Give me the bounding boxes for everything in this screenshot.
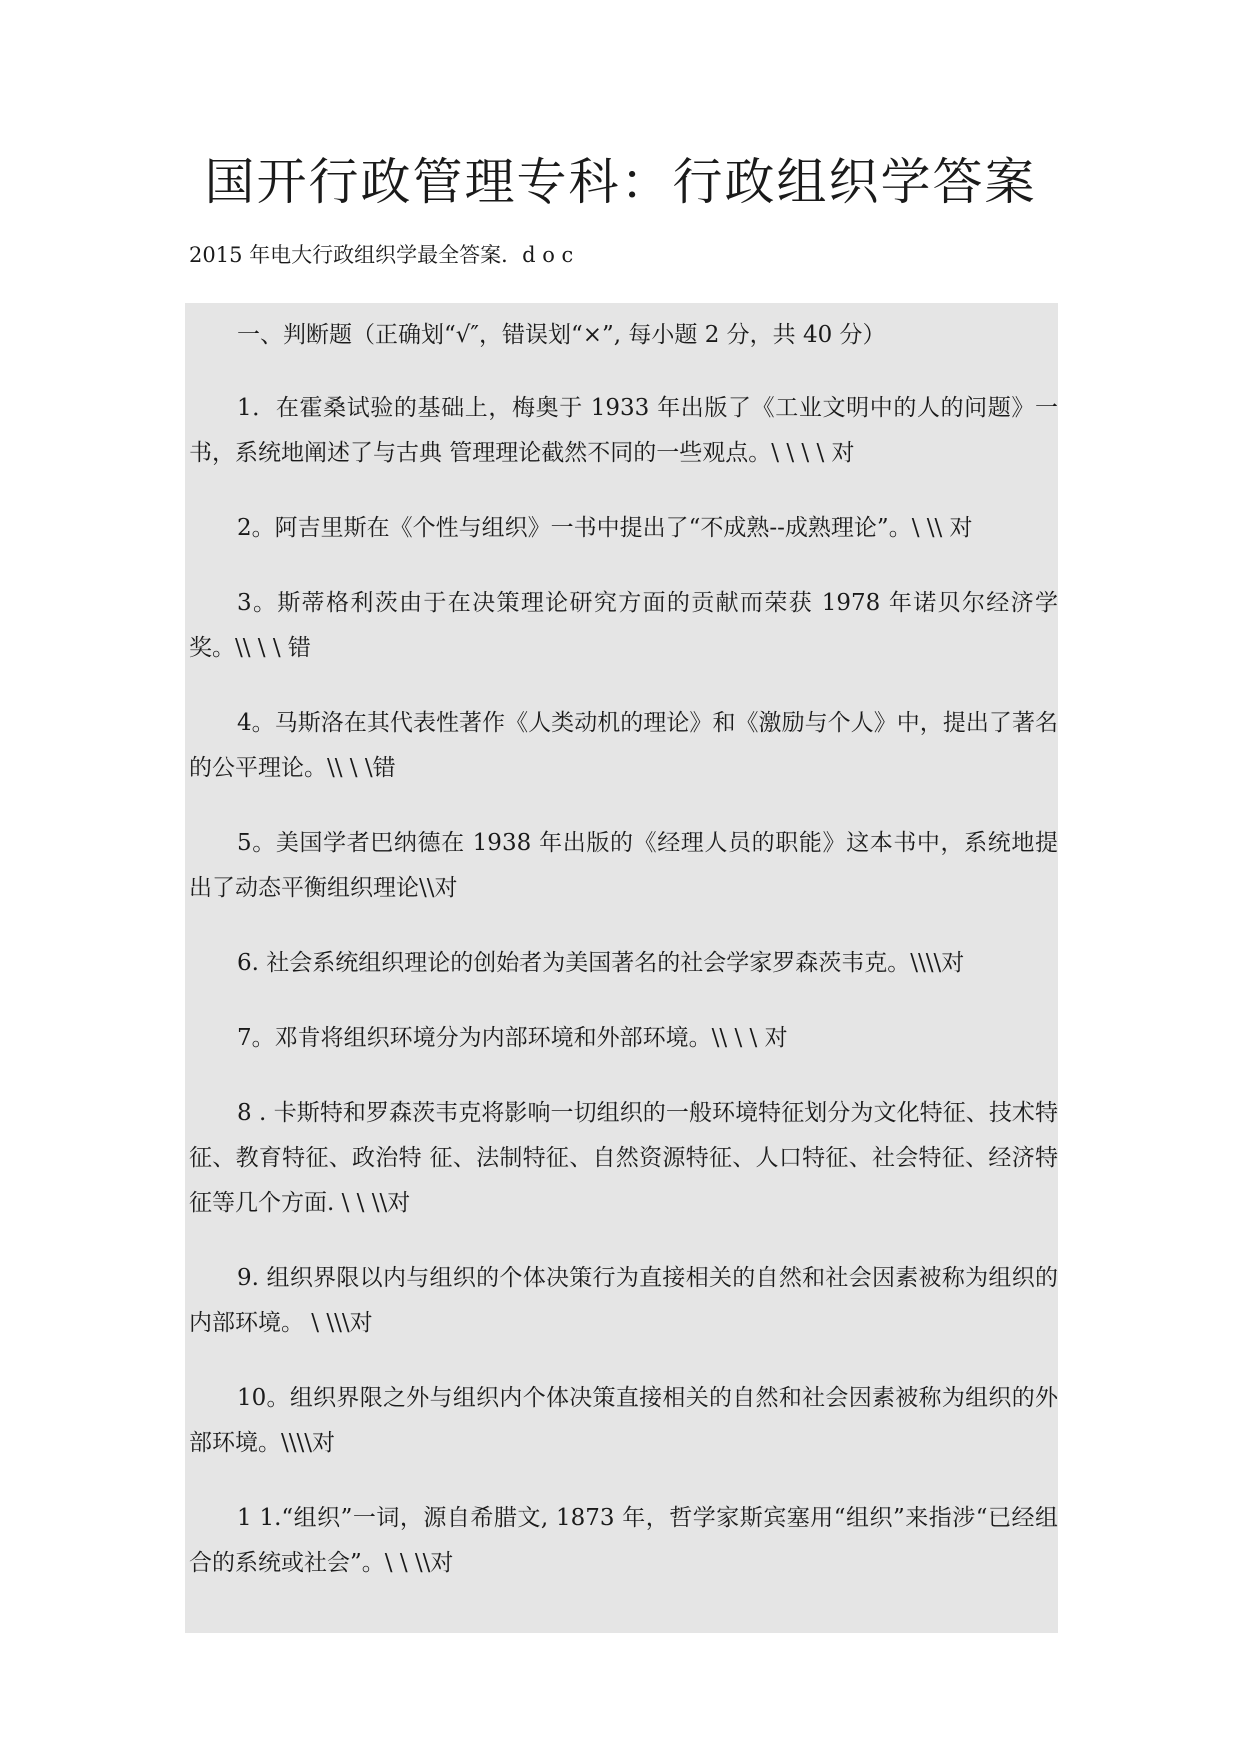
question-item-6: 6. 社会系统组织理论的创始者为美国著名的社会学家罗森茨韦克。\\\\对 [237,950,965,976]
question-item-8: 8 . 卡斯特和罗森茨韦克将影响一切组织的一般环境特征划分为文化特征、技术特征、教育特征、政治特 征、法制特征、自然资源特征、人口特征、社会特征、经济特征等几个方面. \ \ \\对 [189,1100,1058,1216]
question-item-2: 2。阿吉里斯在《个性与组织》一书中提出了“不成熟--成熟理论”。\ \\ 对 [237,515,973,541]
question-item-4: 4。马斯洛在其代表性著作《人类动机的理论》和《激励与个人》中，提出了著名的公平理论。\\ \ \错 [189,710,1058,781]
question-item-1: 1．在霍桑试验的基础上，梅奥于 1933 年出版了《工业文明中的人的问题》一书，系统地阐述了与古典 管理理论截然不同的一些观点。\ \ \ \ 对 [189,395,1058,466]
document-subtitle: 2015 年电大行政组织学最全答案．d o c [189,243,574,267]
question-item-7: 7。邓肯将组织环境分为内部环境和外部环境。\\ \ \ 对 [237,1025,788,1051]
question-item-11: 1 1.“组织”一词，源自希腊文, 1873 年，哲学家斯宾塞用“组织”来指涉“已经组合的系统或社会”。\ \ \\对 [189,1505,1058,1576]
answer-content-box [185,303,1058,1633]
document-title: 国开行政管理专科：行政组织学答案 [204,153,1037,211]
question-item-3: 3。斯蒂格利茨由于在决策理论研究方面的贡献而荣获 1978 年诺贝尔经济学奖。\\ \ \ 错 [189,590,1058,661]
question-item-10: 10。组织界限之外与组织内个体决策直接相关的自然和社会因素被称为组织的外部环境。\\\\对 [189,1385,1058,1456]
section-header: 一、判断题（正确划“√″，错误划“×”, 每小题 2 分，共 40 分） [237,322,886,348]
question-item-5: 5。美国学者巴纳德在 1938 年出版的《经理人员的职能》这本书中，系统地提出了动态平衡组织理论\\对 [189,830,1058,901]
question-item-9: 9. 组织界限以内与组织的个体决策行为直接相关的自然和社会因素被称为组织的内部环境。 \ \\\对 [189,1265,1058,1336]
